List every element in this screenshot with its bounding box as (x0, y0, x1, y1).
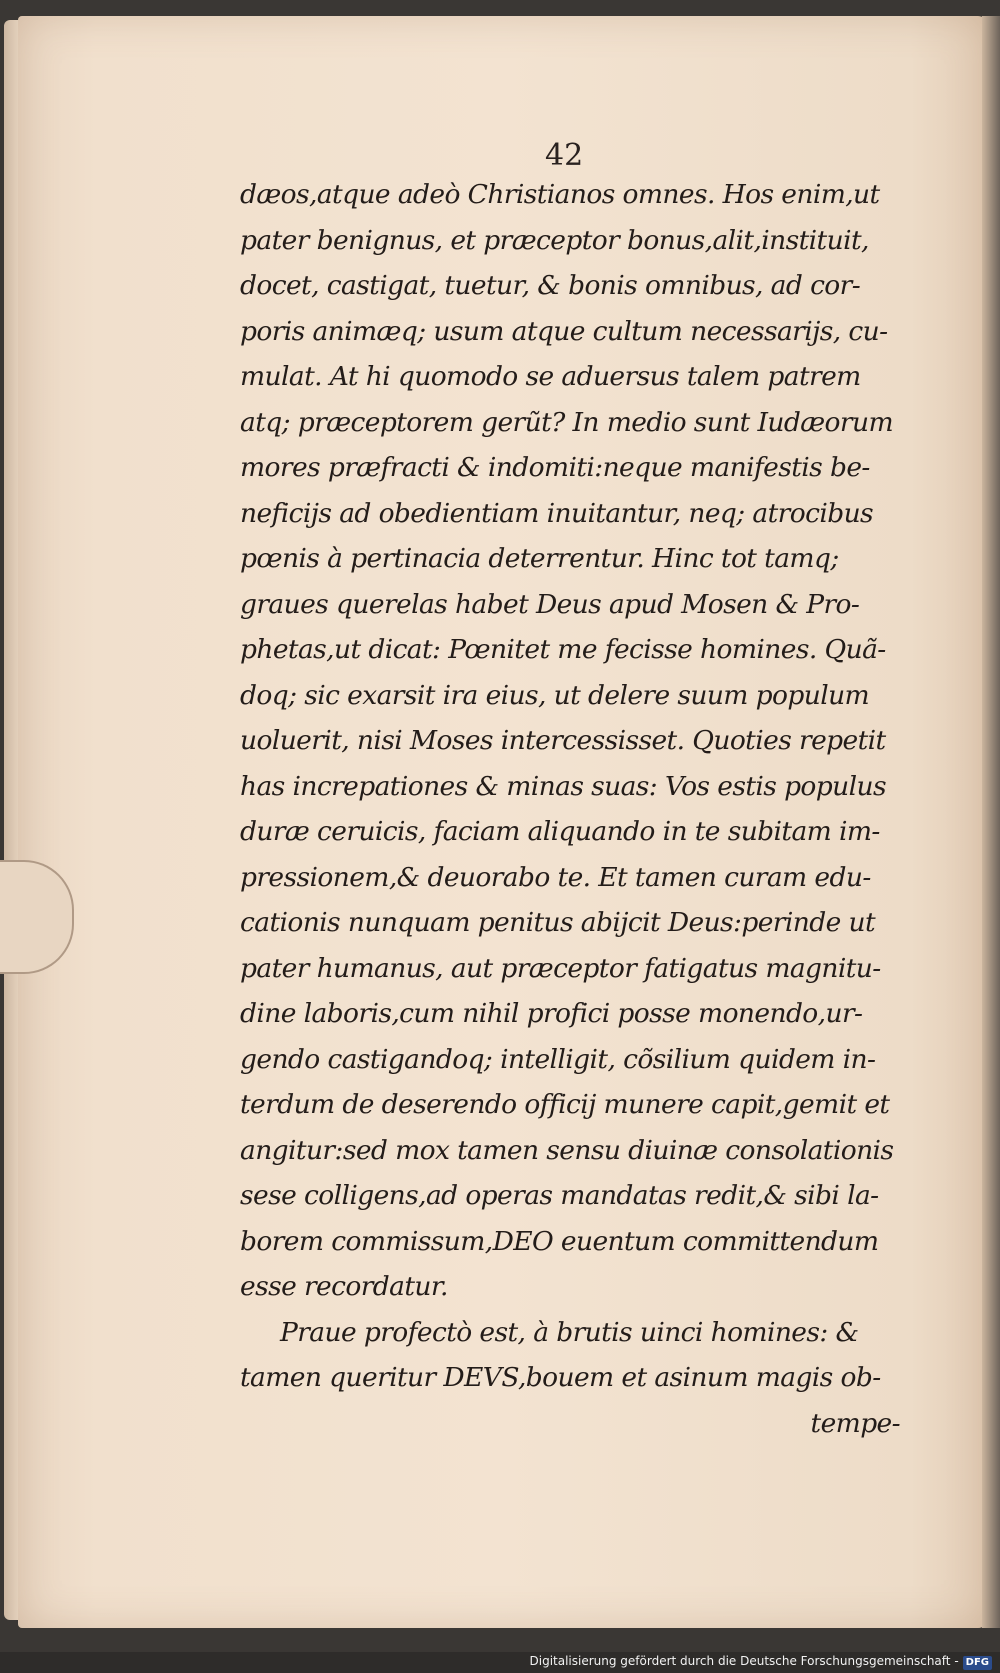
text-line: doq; sic exarsit ira eius, ut delere suum populum (240, 679, 870, 711)
dfg-logo: DFG (963, 1656, 992, 1670)
text-line: terdum de deserendo officij munere capit,gemit et (240, 1089, 890, 1120)
text-line: poris animæq; usum atque cultum necessarijs, cu- (240, 315, 888, 347)
text-line: Praue profectò est, à brutis uinci homines: & (280, 1316, 859, 1348)
page-shadow (982, 16, 1000, 1628)
text-line: sese colligens,ad operas mandatas redit,& sibi la- (240, 1180, 879, 1211)
text-line: pressionem,& deuorabo te. Et tamen curam edu- (240, 861, 871, 893)
text-line: graues querelas habet Deus apud Mosen & Pro- (240, 588, 860, 620)
text-line: pater humanus, aut præceptor fatigatus magnitu- (240, 952, 881, 984)
text-line: dine laboris,cum nihil profici posse monendo,ur- (240, 998, 863, 1029)
text-line: borem commissum,DEO euentum committendum (240, 1225, 879, 1257)
catchword: tempe- (810, 1407, 900, 1439)
text-line: cationis nunquam penitus abijcit Deus:perinde ut (240, 907, 876, 938)
text-line: pater benignus, et præceptor bonus,alit,instituit, (240, 224, 869, 256)
text-line: gendo castigandoq; intelligit, cõsilium quidem in- (240, 1043, 876, 1075)
footer-text: Digitalisierung gefördert durch die Deutsche Forschungsgemeinschaft - (529, 1654, 959, 1668)
text-line: atq; præceptorem gerũt? In medio sunt Iudæorum (240, 406, 893, 438)
text-line: esse recordatur. (240, 1271, 448, 1302)
text-line: dæos,atque adeò Christianos omnes. Hos enim,ut (240, 179, 880, 210)
text-line: uoluerit, nisi Moses intercessisset. Quoties repetit (240, 725, 886, 756)
text-line: tamen queritur DEVS,bouem et asinum magis ob- (240, 1362, 881, 1393)
text-line: has increpationes & minas suas: Vos estis populus (240, 770, 886, 802)
page-number: 42 (545, 138, 584, 173)
text-line: pœnis à pertinacia deterrentur. Hinc tot tamq; (240, 543, 839, 574)
text-line: mulat. At hi quomodo se aduersus talem patrem (240, 361, 861, 392)
text-line: phetas,ut dicat: Pœnitet me fecisse homines. Quã- (240, 634, 886, 665)
text-line: neficijs ad obedientiam inuitantur, neq; atrocibus (240, 497, 874, 529)
page-text (240, 172, 900, 1446)
text-line: angitur:sed mox tamen sensu diuinæ consolationis (240, 1134, 894, 1166)
footer-credit (530, 1651, 993, 1671)
text-line: mores præfracti & indomiti:neque manifestis be- (240, 452, 870, 483)
text-line: duræ ceruicis, faciam aliquando in te subitam im- (240, 816, 880, 847)
text-line: docet, castigat, tuetur, & bonis omnibus, ad cor- (240, 270, 861, 301)
